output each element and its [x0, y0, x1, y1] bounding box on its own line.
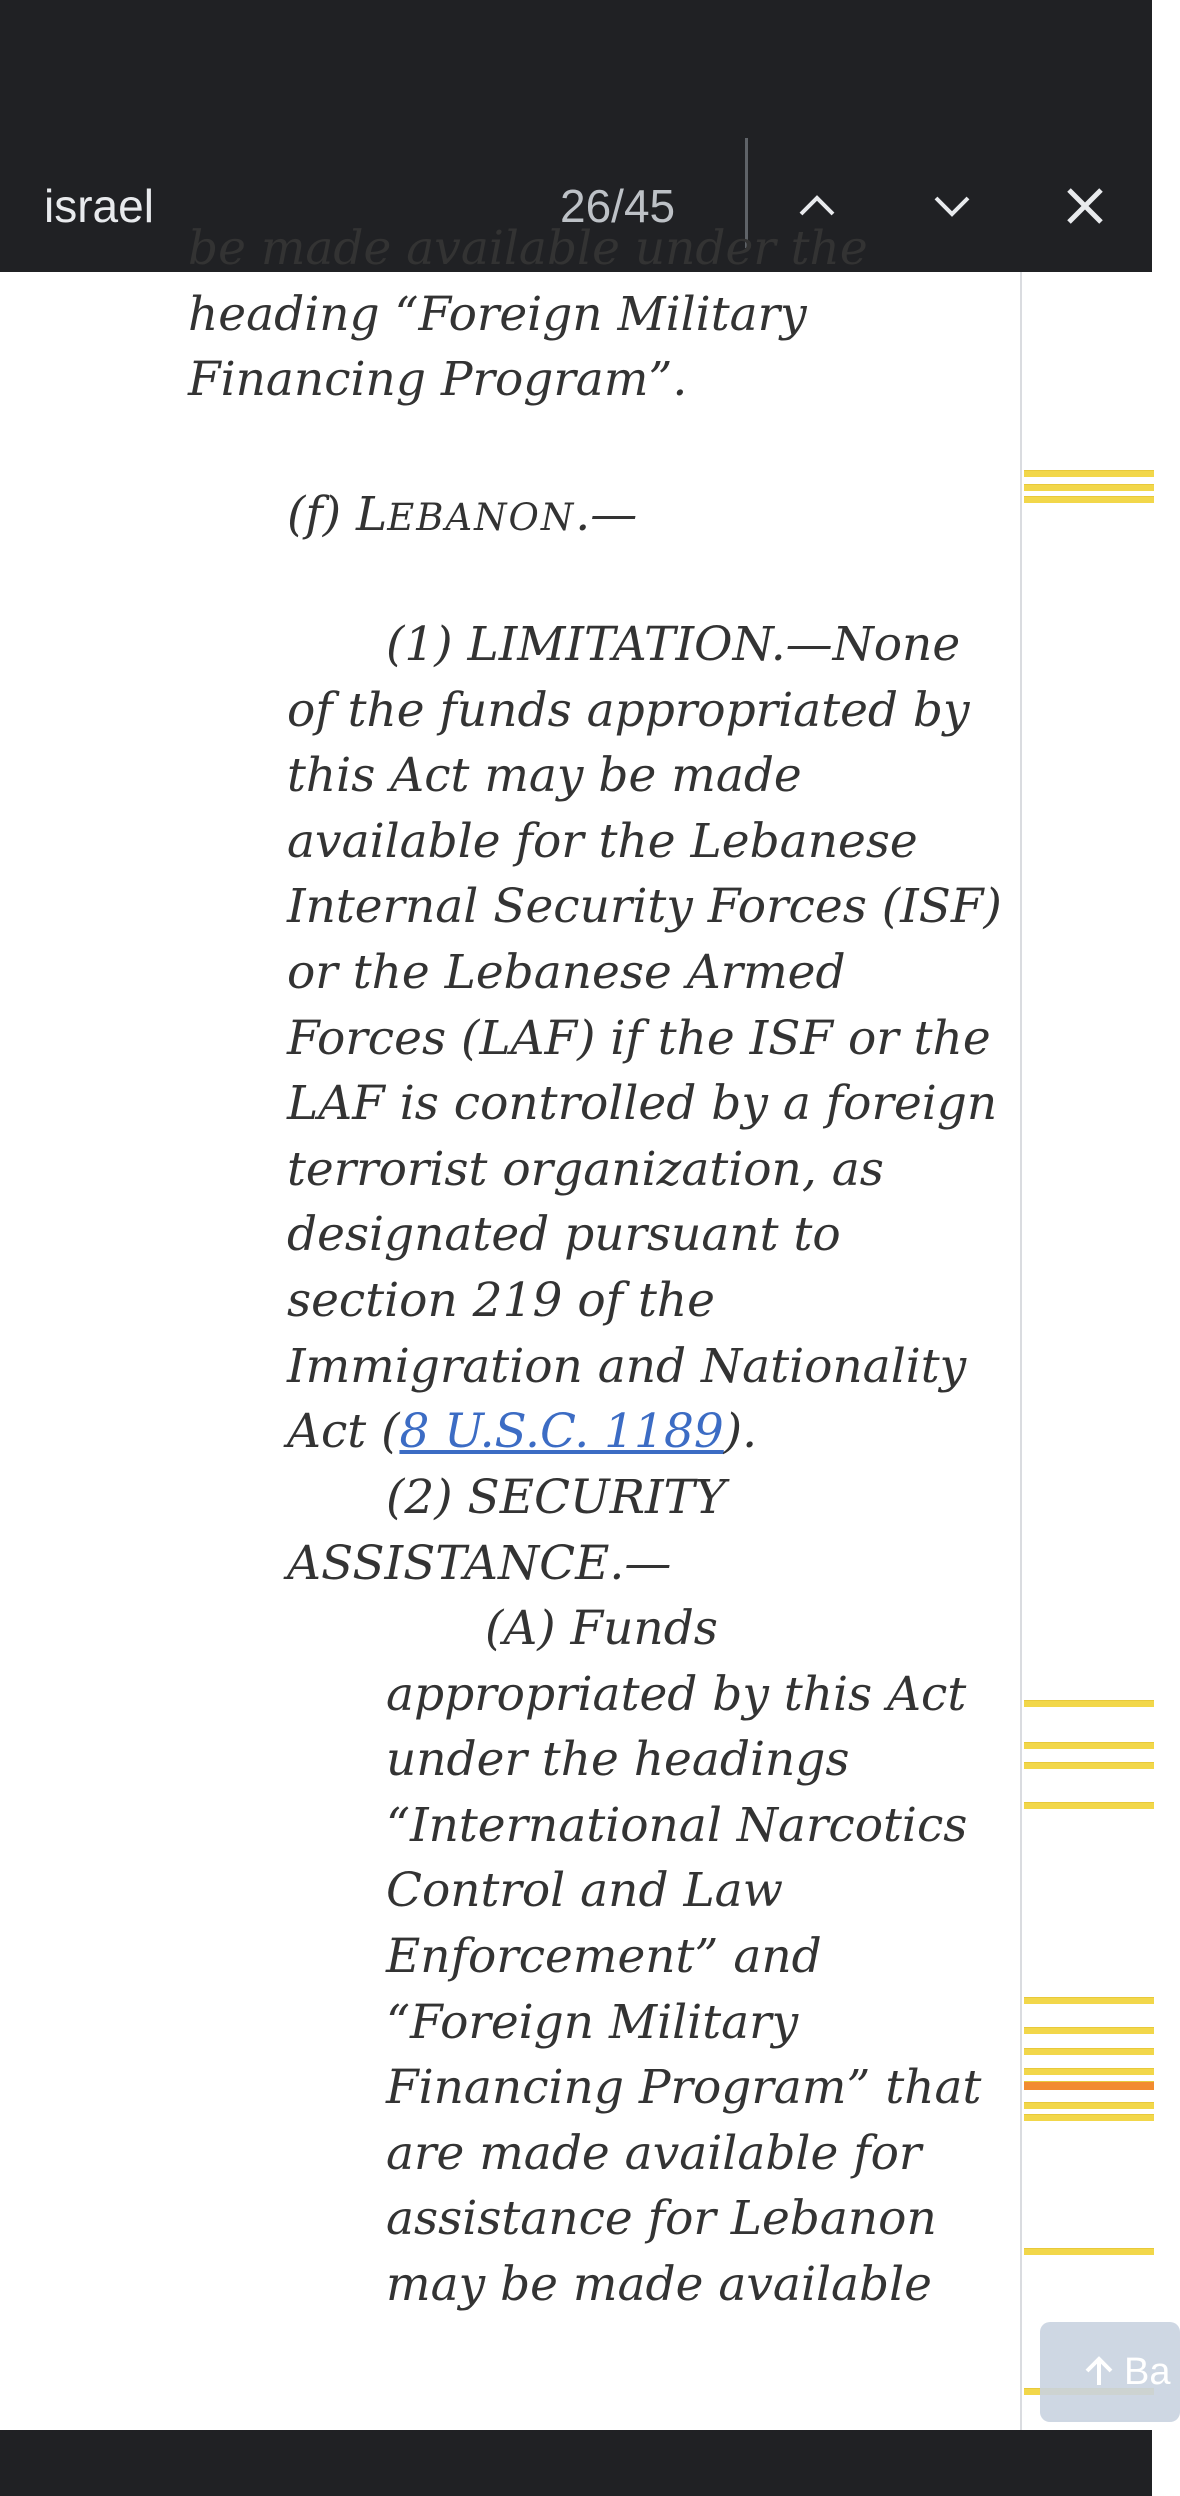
paragraph-line: assistance for Lebanon: [386, 2191, 937, 2247]
paragraph-line: “Foreign Military: [386, 1994, 799, 2050]
back-to-top-button[interactable]: [1040, 2322, 1180, 2422]
paragraph-line: Financing Program” that: [386, 2060, 982, 2116]
paragraph-line: of the funds appropriated by: [287, 682, 970, 738]
section-heading-lebanon: (f) LEBANON.—: [287, 487, 638, 542]
match-marker[interactable]: [1024, 2048, 1154, 2055]
paragraph-line: Act (8 U.S.C. 1189).: [287, 1404, 758, 1460]
find-match-count: 26/45: [560, 180, 676, 232]
paragraph-line: Internal Security Forces (ISF): [287, 879, 1002, 935]
back-to-top-label: Ba: [1124, 2350, 1171, 2393]
paragraph-line: section 219 of the: [287, 1272, 715, 1328]
usc-citation-link[interactable]: 8 U.S.C. 1189: [399, 1404, 724, 1460]
match-marker[interactable]: [1024, 2114, 1154, 2121]
arrow-up-icon: [1082, 2355, 1116, 2389]
system-navigation-bar: [0, 2430, 1152, 2496]
paragraph-line: are made available for: [386, 2125, 922, 2181]
paragraph-line: this Act may be made: [287, 748, 802, 804]
paragraph-line: appropriated by this Act: [386, 1666, 967, 1722]
paragraph-limitation: [287, 612, 1002, 1465]
match-marker[interactable]: [1024, 1997, 1154, 2004]
paragraph-line: Immigration and Nationality: [287, 1338, 967, 1394]
match-marker[interactable]: [1024, 1700, 1154, 1707]
match-marker[interactable]: [1024, 1742, 1154, 1749]
close-icon: [1061, 182, 1109, 230]
active-match-marker[interactable]: [1024, 2081, 1154, 2090]
paragraph-line: Financing Program”.: [188, 352, 688, 408]
match-marker[interactable]: [1024, 496, 1154, 503]
paragraph-line: heading “Foreign Military: [188, 286, 807, 342]
paragraph-line: (1) LIMITATION.—None: [386, 617, 961, 672]
paragraph-line: ASSISTANCE.—: [287, 1535, 672, 1591]
match-marker[interactable]: [1024, 2027, 1154, 2034]
status-bar: [0, 0, 1152, 140]
next-match-button[interactable]: [897, 140, 1007, 272]
paragraph-line: may be made available: [386, 2256, 932, 2312]
match-marker[interactable]: [1024, 484, 1154, 491]
find-query-input[interactable]: israel: [44, 180, 154, 232]
partial-line: be made available under the: [188, 221, 868, 276]
find-results-scrollbar[interactable]: [1020, 272, 1154, 2430]
chevron-down-icon: [928, 182, 976, 230]
paragraph-funds: [386, 1596, 981, 2318]
match-marker[interactable]: [1024, 470, 1154, 477]
intro-paragraph: [188, 216, 868, 413]
paragraph-line: (2) SECURITY: [386, 1470, 726, 1525]
match-marker[interactable]: [1024, 2102, 1154, 2109]
paragraph-line: or the Lebanese Armed: [287, 944, 846, 1000]
paragraph-line: available for the Lebanese: [287, 813, 918, 869]
paragraph-line: terrorist organization, as: [287, 1141, 884, 1197]
paragraph-line: (A) Funds: [485, 1601, 718, 1656]
match-marker[interactable]: [1024, 2068, 1154, 2075]
paragraph-line: Enforcement” and: [386, 1928, 822, 1984]
paragraph-line: LAF is controlled by a foreign: [287, 1076, 998, 1132]
match-marker[interactable]: [1024, 1762, 1154, 1769]
match-marker[interactable]: [1024, 2248, 1154, 2255]
paragraph-line: Forces (LAF) if the ISF or the: [287, 1010, 991, 1066]
paragraph-line: under the headings: [386, 1732, 850, 1788]
paragraph-line: Control and Law: [386, 1863, 783, 1919]
match-marker[interactable]: [1024, 1802, 1154, 1809]
paragraph-security-assistance: [287, 1465, 726, 1596]
document-content: [0, 221, 1020, 2430]
paragraph-line: designated pursuant to: [287, 1207, 841, 1263]
close-find-button[interactable]: [1030, 140, 1140, 272]
paragraph-line: “International Narcotics: [386, 1797, 968, 1853]
